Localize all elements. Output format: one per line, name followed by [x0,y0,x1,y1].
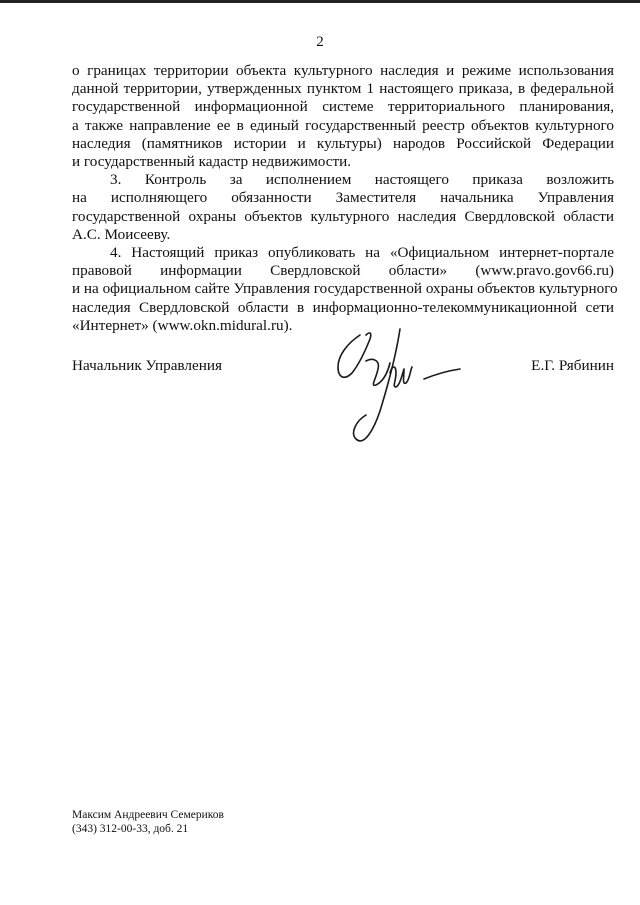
text-line: А.С. Моисееву. [72,225,171,243]
executor-phone: (343) 312-00-33, доб. 21 [72,823,189,835]
signer-title: Начальник Управления [72,357,222,374]
executor-name: Максим Андреевич Семериков [72,809,224,821]
executor-info [72,808,224,836]
text-line: о границах территории объекта культурного наследия и режиме использования [72,62,614,79]
paragraph-item-4 [72,244,618,335]
text-line: наследия (памятников истории и культуры) народов Российской Федерации [72,134,614,152]
signer-name: Е.Г. Рябинин [531,357,614,374]
text-line: 3. Контроль за исполнением настоящего приказа возложить [110,171,614,189]
page-number: 2 [316,34,324,50]
text-line: и на официальном сайте Управления государственной охраны объектов культурного [72,280,618,298]
text-line: наследия Свердловской области в информационно-телекоммуникационной сети [72,298,614,316]
text-line: «Интернет» (www.okn.midural.ru). [72,316,293,334]
text-line: государственной информационной системе территориального планирования, [72,98,614,116]
text-line: данной территории, утвержденных пунктом 1 настоящего приказа, в федеральной [72,80,614,98]
paragraph-item-3 [72,171,614,244]
text-line: на исполняющего обязанности Заместителя начальника Управления [72,189,614,207]
document-body [72,62,618,335]
text-line: 4. Настоящий приказ опубликовать на «Официальном интернет-портале [110,244,614,262]
text-line: а также направление ее в единый государственный реестр объектов культурного [72,116,614,134]
text-line: государственной охраны объектов культурного наследия Свердловской области [72,207,614,225]
text-line: правовой информации Свердловской области» (www.pravo.gov66.ru) [72,262,614,280]
text-line: и государственный кадастр недвижимости. [72,153,352,171]
handwritten-signature [330,325,470,455]
page-top-edge [0,0,640,3]
paragraph-continuation [72,62,614,171]
